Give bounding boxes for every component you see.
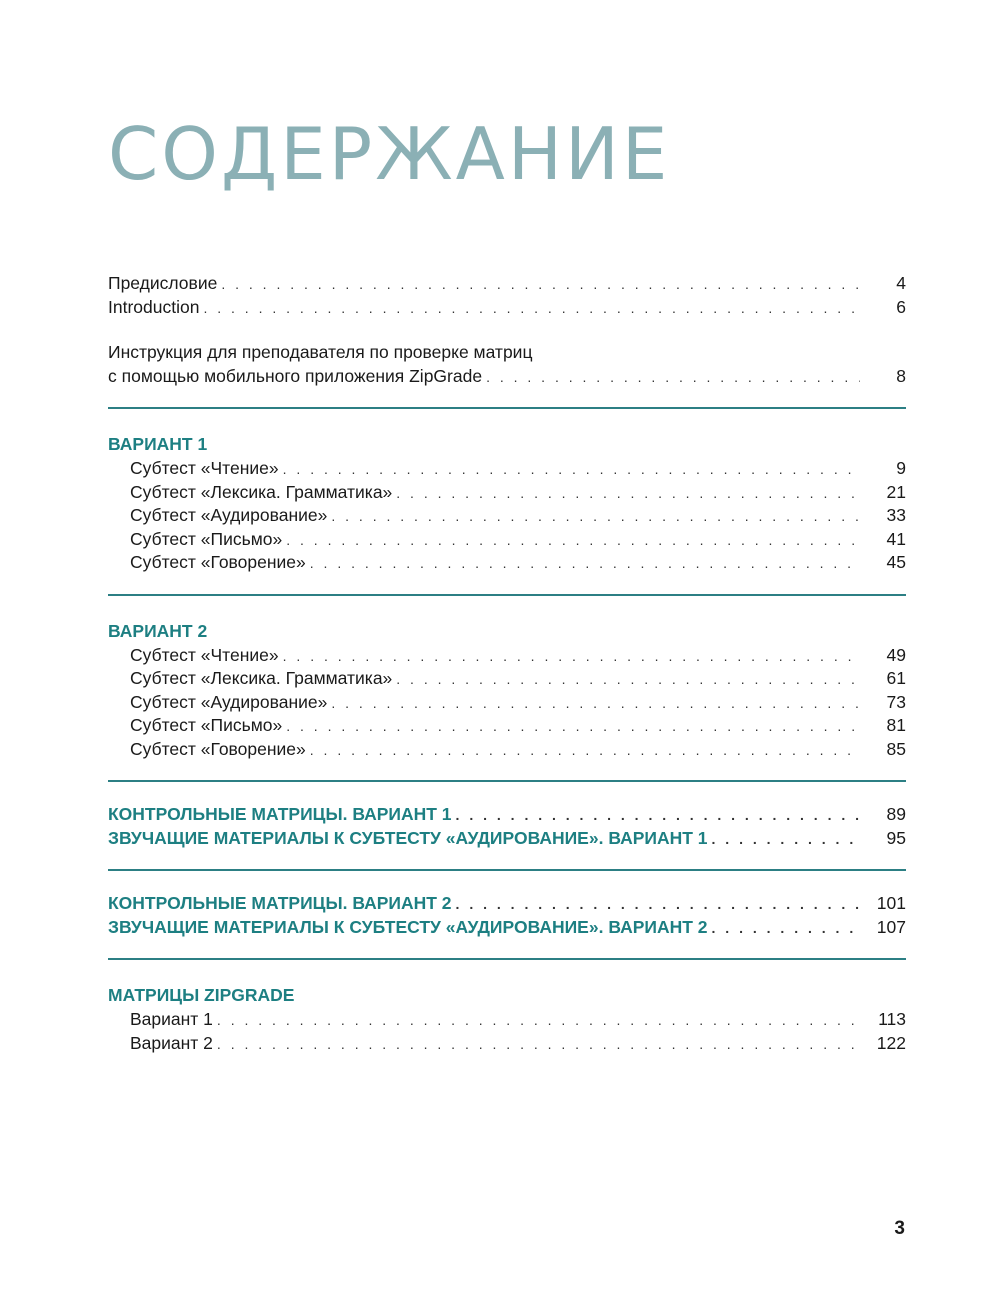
toc-entry-label: Субтест «Аудирование» <box>130 691 328 712</box>
toc-entry-page: 21 <box>886 481 906 502</box>
dot-leader <box>283 461 860 477</box>
toc-entry-label: КОНТРОЛЬНЫЕ МАТРИЦЫ. ВАРИАНТ 1 <box>108 804 452 824</box>
dot-leader <box>712 831 860 847</box>
dot-leader <box>396 671 860 687</box>
toc-entry-v2-lexis-grammar[interactable] <box>108 668 906 692</box>
toc-entry-label: Introduction <box>108 296 200 317</box>
toc-entry-page: 6 <box>896 296 906 317</box>
toc-entry-v1-writing[interactable] <box>108 529 906 553</box>
dot-leader <box>286 532 860 548</box>
toc-entry-label: Субтест «Чтение» <box>130 644 279 665</box>
toc-entry-introduction[interactable] <box>108 297 906 321</box>
toc-entry-label: Вариант 1 <box>130 1009 213 1029</box>
section-divider <box>108 407 906 409</box>
page-title: СОДЕРЖАНИЕ <box>108 112 671 196</box>
toc-entry-label: Субтест «Письмо» <box>130 715 283 735</box>
toc-entry-page: 85 <box>886 738 906 759</box>
toc-entry-label: ЗВУЧАЩИЕ МАТЕРИАЛЫ К СУБТЕСТУ «АУДИРОВАНИЕ». ВАРИАНТ 1 <box>108 827 708 848</box>
toc-entry-label: Субтест «Аудирование» <box>130 505 328 525</box>
dot-leader <box>486 369 860 385</box>
dot-leader <box>286 718 860 734</box>
toc-entry-instruction-line1[interactable]: Инструкция для преподавателя по проверке матриц <box>108 342 533 362</box>
dot-leader <box>331 508 860 524</box>
dot-leader <box>217 1036 860 1052</box>
toc-entry-v1-reading[interactable] <box>108 458 906 482</box>
dot-leader <box>456 807 860 823</box>
toc-entry-control-matrices-1[interactable] <box>108 804 906 828</box>
toc-entry-page: 101 <box>876 893 906 913</box>
toc-entry-page: 8 <box>896 365 906 386</box>
toc-entry-label: ЗВУЧАЩИЕ МАТЕРИАЛЫ К СУБТЕСТУ «АУДИРОВАНИЕ». ВАРИАНТ 2 <box>108 916 708 937</box>
toc-entry-v1-speaking[interactable] <box>108 552 906 576</box>
toc-entry-page: 4 <box>896 273 906 293</box>
toc-entry-label: Субтест «Лексика. Грамматика» <box>130 668 393 688</box>
toc-entry-instruction[interactable] <box>108 366 906 390</box>
toc-entry-label: Субтест «Письмо» <box>130 528 283 549</box>
toc-entry-page: 107 <box>876 916 906 937</box>
toc-entry-page: 122 <box>876 1032 906 1053</box>
dot-leader <box>221 276 860 292</box>
dot-leader <box>203 300 860 316</box>
toc-entry-page: 49 <box>886 644 906 665</box>
section-divider <box>108 869 906 871</box>
toc-entry-page: 89 <box>886 804 906 824</box>
toc-entry-zipgrade-variant-1[interactable] <box>108 1009 906 1033</box>
toc-entry-page: 73 <box>886 691 906 712</box>
table-of-contents <box>108 273 906 1056</box>
toc-entry-label: КОНТРОЛЬНЫЕ МАТРИЦЫ. ВАРИАНТ 2 <box>108 893 452 913</box>
toc-entry-audio-materials-1[interactable] <box>108 828 906 852</box>
section-heading-zipgrade[interactable]: МАТРИЦЫ ZIPGRADE <box>108 985 295 1005</box>
toc-entry-v1-lexis-grammar[interactable] <box>108 482 906 506</box>
toc-entry-control-matrices-2[interactable] <box>108 893 906 917</box>
dot-leader <box>712 920 860 936</box>
dot-leader <box>310 555 860 571</box>
page-number: 3 <box>894 1218 905 1239</box>
section-divider <box>108 958 906 960</box>
toc-entry-page: 113 <box>878 1009 906 1029</box>
section-divider <box>108 594 906 596</box>
section-heading-variant-2[interactable]: ВАРИАНТ 2 <box>108 620 208 641</box>
dot-leader <box>456 896 860 912</box>
toc-entry-label: Предисловие <box>108 273 218 293</box>
toc-entry-page: 41 <box>886 528 906 549</box>
toc-entry-zipgrade-variant-2[interactable] <box>108 1033 906 1057</box>
dot-leader <box>283 648 860 664</box>
toc-entry-page: 95 <box>886 827 906 848</box>
toc-entry-page: 9 <box>896 458 906 478</box>
toc-entry-v2-speaking[interactable] <box>108 739 906 763</box>
dot-leader <box>396 485 860 501</box>
toc-entry-preface[interactable] <box>108 273 906 297</box>
toc-entry-label: Субтест «Чтение» <box>130 458 279 478</box>
toc-entry-label: Вариант 2 <box>130 1032 213 1053</box>
toc-entry-page: 61 <box>886 668 906 688</box>
section-heading-variant-1[interactable]: ВАРИАНТ 1 <box>108 434 208 454</box>
toc-entry-label: Субтест «Говорение» <box>130 552 306 572</box>
dot-leader <box>217 1012 860 1028</box>
toc-entry-label: Субтест «Говорение» <box>130 738 306 759</box>
toc-entry-label: с помощью мобильного приложения ZipGrade <box>108 365 483 386</box>
toc-entry-page: 81 <box>886 715 906 735</box>
toc-entry-audio-materials-2[interactable] <box>108 917 906 941</box>
toc-entry-page: 45 <box>886 552 906 572</box>
toc-entry-v2-reading[interactable] <box>108 645 906 669</box>
toc-entry-v2-listening[interactable] <box>108 692 906 716</box>
dot-leader <box>310 742 860 758</box>
toc-entry-v2-writing[interactable] <box>108 715 906 739</box>
toc-entry-v1-listening[interactable] <box>108 505 906 529</box>
section-divider <box>108 780 906 782</box>
toc-entry-label: Субтест «Лексика. Грамматика» <box>130 481 393 502</box>
dot-leader <box>331 695 860 711</box>
toc-entry-page: 33 <box>886 505 906 525</box>
